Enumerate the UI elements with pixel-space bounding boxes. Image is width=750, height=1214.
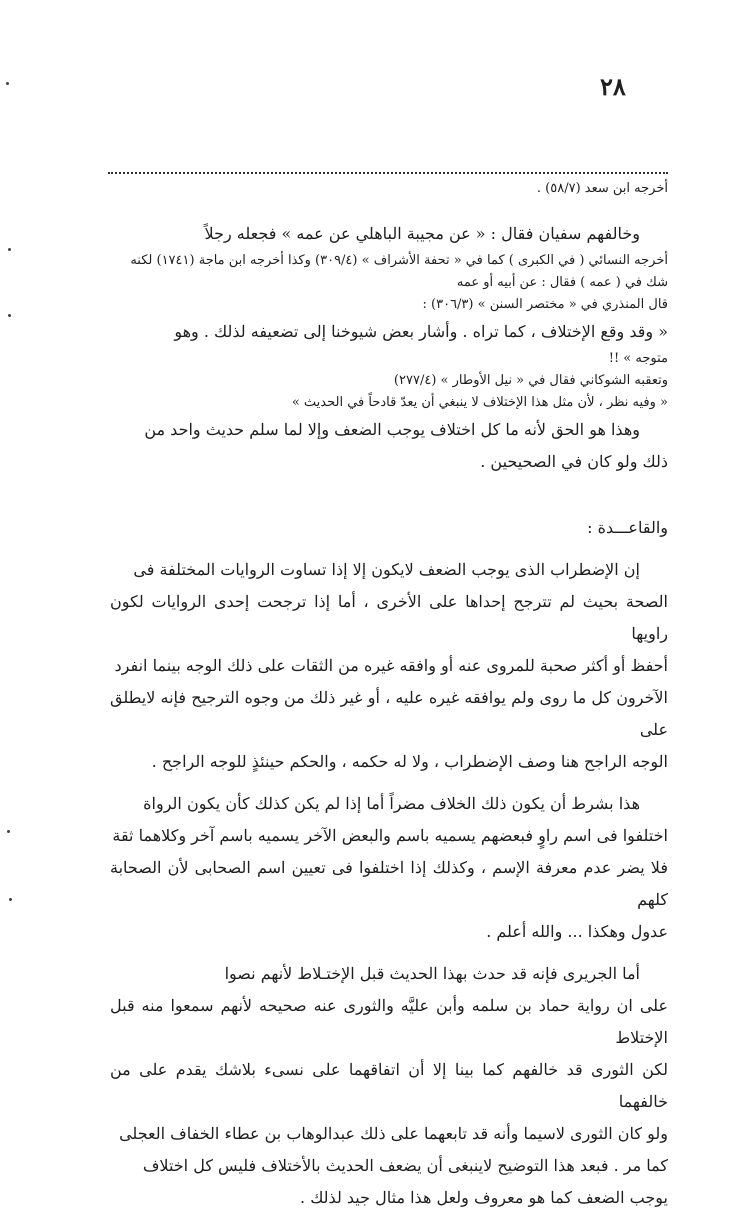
narration-line: وخالفهم سفيان فقال : « عن مجيبة الباهلي عن عمه » فجعله رجلاً bbox=[204, 224, 640, 243]
body-line: ذلك ولو كان في الصحيحين . bbox=[480, 452, 668, 471]
paragraph-line: أحفظ أو أكثر صحبة للمروى عنه أو وافقه غيره من الثقات على ذلك الوجه بينما انفرد bbox=[114, 656, 668, 675]
paragraph-line: الوجه الراجح هنا وصف الإضطراب ، ولا له حكمه ، والحكم حينئذٍ للوجه الراجح . bbox=[151, 752, 668, 771]
paragraph-line: أما الجريرى فإنه قد حدث بهذا الحديث قبل الإختـلاط لأنهم نصوا bbox=[224, 964, 640, 983]
margin-mark bbox=[9, 898, 12, 901]
reference-line: وتعقبه الشوكاني فقال في « نيل الأوطار » (٢٧٧/٤) bbox=[393, 373, 668, 388]
margin-mark bbox=[6, 82, 9, 85]
paragraph-line: الآخرون كل ما روى ولم يوافقه غيره عليه ، أو غير ذلك من وجوه الترجيح فإنه لايطلق على bbox=[110, 688, 668, 739]
paragraph-line: فلا يضر عدم معرفة الإسم ، وكذلك إذا اختلفوا فى تعيين اسم الصحابى لأن الصحابة كلهم bbox=[110, 858, 668, 909]
paragraph-line: إن الإضطراب الذى يوجب الضعف لايكون إلا إذا تساوت الروايات المختلفة فى bbox=[133, 560, 640, 579]
paragraph-line: عدول وهكذا ... والله أعلم . bbox=[486, 922, 668, 941]
quote-line: « وقد وقع الإختلاف ، كما تراه . وأشار بعض شيوخنا إلى تضعيفه لذلك . وهو bbox=[174, 322, 668, 341]
margin-mark bbox=[7, 830, 10, 833]
paragraph-line: على ان رواية حماد بن سلمه وأبن عليَّه والثورى عنه صحيحه لأنهم سمعوا منه قبل الإختلاط bbox=[110, 996, 668, 1047]
page-number: ٢٨ bbox=[600, 72, 626, 101]
reference-line: أخرجه النسائي ( في الكبرى ) كما في « تحفة الأشراف » (٣٠٩/٤) وكذا أخرجه ابن ماجة (١٧٤١) لكنه bbox=[130, 253, 668, 268]
paragraph-line: اختلفوا فى اسم راوٍ فبعضهم يسميه باسم والبعض الآخر يسميه باسم آخر وكلاهما ثقة bbox=[112, 826, 668, 845]
quote-line: متوجه » !! bbox=[608, 351, 668, 366]
paragraph-line: الصحة بحيث لم تترجح إحداها على الأخرى ، أما إذا ترجحت إحدى الروايات لكون راويها bbox=[110, 592, 668, 643]
rule-paragraph-2 bbox=[110, 788, 668, 948]
section-heading: والقاعـــدة : bbox=[587, 518, 668, 537]
dotted-divider bbox=[108, 172, 668, 174]
paragraph-line: لكن الثورى قد خالفهم كما بينا إلا أن اتفاقهما على نسىء بلاشك يقدم على من خالفهما bbox=[110, 1060, 668, 1111]
paragraph-line: هذا بشرط أن يكون ذلك الخلاف مضراً أما إذا لم يكن كذلك كأن يكون الرواة bbox=[143, 794, 640, 813]
rule-paragraph-1 bbox=[110, 554, 668, 778]
paragraph-line: يوجب الضعف كما هو معروف ولعل هذا مثال جيد لذلك . bbox=[300, 1188, 668, 1207]
rule-paragraph-3 bbox=[110, 958, 668, 1214]
page-body bbox=[110, 178, 668, 1214]
quote-line: « وفيه نظر ، لأن مثل هذا الإختلاف لا ينبغي أن يعدّ قادحاً في الحديث » bbox=[291, 395, 668, 410]
paragraph-line: ولو كان الثورى لاسيما وأنه قد تابعهما على ذلك عبدالوهاب بن عطاء الخفاف العجلى bbox=[119, 1124, 668, 1143]
margin-mark bbox=[8, 248, 11, 251]
footnote-line: أخرجه ابن سعد (٥٨/٧) . bbox=[536, 181, 668, 196]
margin-mark bbox=[8, 314, 11, 317]
reference-line: قال المنذري في « مختصر السنن » (٣٠٦/٣) : bbox=[422, 297, 668, 312]
reference-line: شك في ( عمه ) فقال : عن أبيه أو عمه bbox=[456, 275, 668, 290]
paragraph-line: كما مر . فبعد هذا التوضيح لاينبغى أن يضعف الحديث بالأختلاف فليس كل اختلاف bbox=[142, 1156, 668, 1175]
body-line: وهذا هو الحق لأنه ما كل اختلاف يوجب الضعف وإلا لما سلم حديث واحد من bbox=[144, 420, 640, 439]
